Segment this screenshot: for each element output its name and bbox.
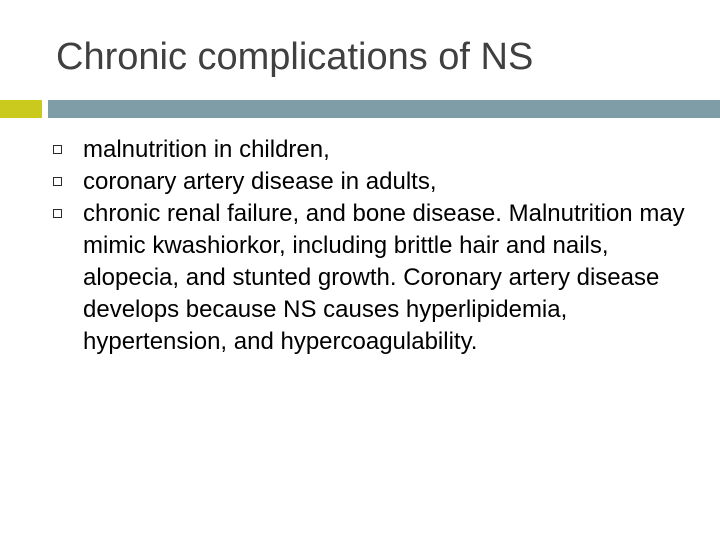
bullet-item-coronary-artery-disease <box>52 166 692 198</box>
bullet-item-malnutrition <box>52 134 692 166</box>
bullet-text: malnutrition in children, <box>83 136 330 163</box>
hollow-square-bullet-icon <box>53 209 62 218</box>
hollow-square-bullet-icon <box>53 145 62 154</box>
title-divider-bar <box>48 100 720 118</box>
slide-title: Chronic complications of NS <box>56 36 534 78</box>
bullet-text: chronic renal failure, and bone disease. Malnutrition may mimic kwashiorkor, including brittle hair and nails, alopecia, and stunted growth. Coronary artery disease develops because NS causes hyperlipidemia, hypertension, and hypercoagulability. <box>83 200 685 355</box>
hollow-square-bullet-icon <box>53 177 62 186</box>
bullet-text: coronary artery disease in adults, <box>83 168 437 195</box>
bullet-list <box>52 134 692 358</box>
accent-block <box>0 100 42 118</box>
bullet-item-chronic-renal-failure <box>52 198 692 358</box>
